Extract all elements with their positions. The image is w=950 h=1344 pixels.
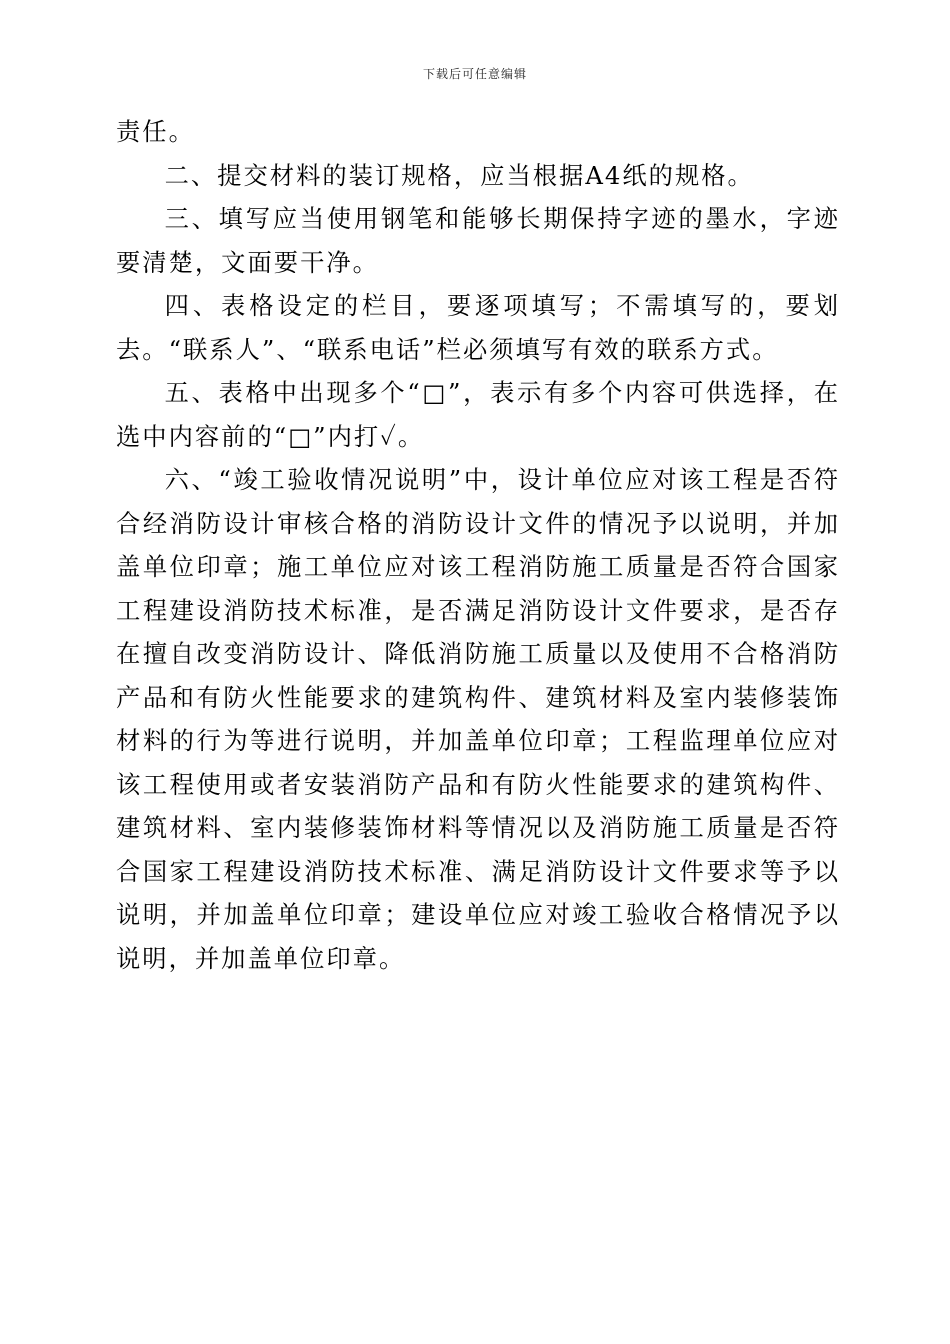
paragraph-item-3: 三、填写应当使用钢笔和能够长期保持字迹的墨水，字迹要清楚，文面要干净。 [116,204,840,277]
paragraph-continuation: 责任。 [116,117,195,146]
document-body [116,110,840,980]
paragraph-item-4: 四、表格设定的栏目，要逐项填写；不需填写的，要划去。“联系人”、“联系电话”栏必须填写有效的联系方式。 [116,291,840,364]
paragraph-item-5: 五、表格中出现多个“□”，表示有多个内容可供选择，在选中内容前的“□”内打✓。 [116,378,840,451]
paragraph-item-6: 六、“竣工验收情况说明”中，设计单位应对该工程是否符合经消防设计审核合格的消防设计文件的情况予以说明，并加盖单位印章；施工单位应对该工程消防施工质量是否符合国家工程建设消防技术标准，是否满足消防设计文件要求，是否存在擅自改变消防设计、降低消防施工质量以及使用不合格消防产品和有防火性能要求的建筑构件、建筑材料及室内装修装饰材料的行为等进行说明，并加盖单位印章；工程监理单位应对该工程使用或者安装消防产品和有防火性能要求的建筑构件、建筑材料、室内装修装饰材料等情况以及消防施工质量是否符合国家工程建设消防技术标准、满足消防设计文件要求等予以说明，并加盖单位印章；建设单位应对竣工验收合格情况予以说明，并加盖单位印章。 [116,465,840,973]
page-header-note: 下载后可任意编辑 [422,67,527,81]
paragraph-item-2: 二、提交材料的装订规格，应当根据A4纸的规格。 [164,160,754,190]
